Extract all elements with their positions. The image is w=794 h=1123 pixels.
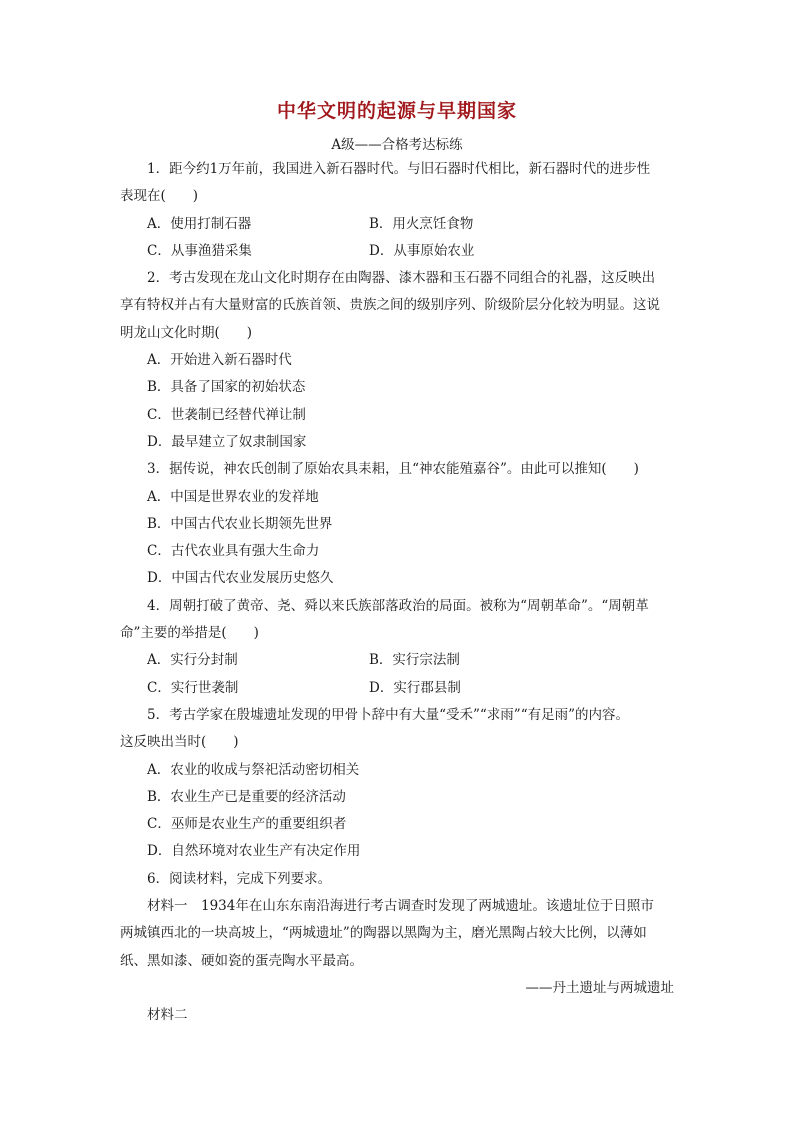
- section-subtitle: A级——合格考达标练: [331, 137, 463, 153]
- question-5-stem-line-2: 这反映出当时( ): [120, 734, 239, 751]
- question-2-option-a: A．开始进入新石器时代: [147, 352, 292, 369]
- question-2-option-c: C．世袭制已经替代禅让制: [147, 406, 306, 423]
- question-4-option-d: D．实行郡县制: [369, 679, 461, 696]
- question-1-stem-line-2: 表现在( ): [120, 188, 199, 205]
- question-2-stem-line-1: 2．考古发现在龙山文化时期存在由陶器、漆木器和玉石器不同组合的礼器，这反映出: [147, 270, 656, 287]
- question-4-options-row-2: [120, 675, 676, 702]
- question-5-option-d: D．自然环境对农业生产有决定作用: [147, 843, 361, 860]
- question-5-option-b: B．农业生产已是重要的经济活动: [147, 788, 346, 805]
- question-5-option-c: C．巫师是农业生产的重要组织者: [147, 816, 347, 833]
- question-4-stem-line-2: 命”主要的举措是( ): [120, 625, 259, 642]
- question-1-options-row-2: [120, 238, 676, 265]
- question-3-stem-line-1: 3．据传说，神农氏创制了原始农具耒耜，且“神农能殖嘉谷”。由此可以推知( ): [147, 461, 639, 478]
- question-1-options-row-1: [120, 211, 676, 238]
- question-1-stem-line-1: 1．距今约1万年前，我国进入新石器时代。与旧石器时代相比，新石器时代的进步性: [147, 161, 651, 177]
- document-title: 中华文明的起源与早期国家: [276, 100, 517, 122]
- question-1-option-a: A．使用打制石器: [147, 215, 252, 232]
- question-5-option-a: A．农业的收成与祭祀活动密切相关: [147, 761, 360, 778]
- document-body: [120, 156, 676, 1030]
- question-4-option-c: C．实行世袭制: [147, 679, 239, 696]
- question-2-stem-line-2: 享有特权并占有大量财富的氏族首领、贵族之间的级别序列、阶级阶层分化较为明显。这说: [120, 297, 660, 314]
- question-4-stem-line-1: 4．周朝打破了黄帝、尧、舜以来氏族部落政治的局面。被称为“周朝革命”。“周朝革: [147, 597, 649, 614]
- question-2-option-d: D．最早建立了奴隶制国家: [147, 433, 307, 450]
- question-4-options-row-1: [120, 647, 676, 674]
- question-4-option-a: A．实行分封制: [147, 652, 238, 669]
- question-4-option-b: B．实行宗法制: [369, 652, 460, 669]
- question-5-stem-line-1: 5．考古学家在殷墟遗址发现的甲骨卜辞中有大量“受禾”“求雨”“有足雨”的内容。: [147, 706, 629, 723]
- material-1-source: ——丹土遗址与两城遗址: [525, 979, 674, 996]
- question-1-option-c: C．从事渔猎采集: [147, 242, 252, 259]
- material-1-line-2: 两城镇西北的一块高坡上，“两城遗址”的陶器以黑陶为主，磨光黑陶占较大比例，以薄如: [120, 925, 647, 942]
- question-3-option-c: C．古代农业具有强大生命力: [147, 543, 320, 560]
- material-2-label: 材料二: [147, 1007, 188, 1024]
- question-2-option-b: B．具备了国家的初始状态: [147, 379, 306, 396]
- question-6-stem: 6．阅读材料，完成下列要求。: [147, 870, 332, 887]
- question-1-option-d: D．从事原始农业: [369, 242, 475, 259]
- material-1-line-1: 材料一 1934年在山东东南沿海进行考古调查时发现了两城遗址。该遗址位于日照市: [147, 898, 654, 915]
- question-3-option-b: B．中国古代农业长期领先世界: [147, 515, 333, 532]
- question-3-option-d: D．中国古代农业发展历史悠久: [147, 570, 334, 587]
- material-1-line-3: 纸、黑如漆、硬如瓷的蛋壳陶水平最高。: [120, 952, 363, 969]
- question-1-option-b: B．用火烹饪食物: [369, 215, 474, 232]
- question-2-stem-line-3: 明龙山文化时期( ): [120, 324, 253, 341]
- question-3-option-a: A．中国是世界农业的发祥地: [147, 488, 319, 505]
